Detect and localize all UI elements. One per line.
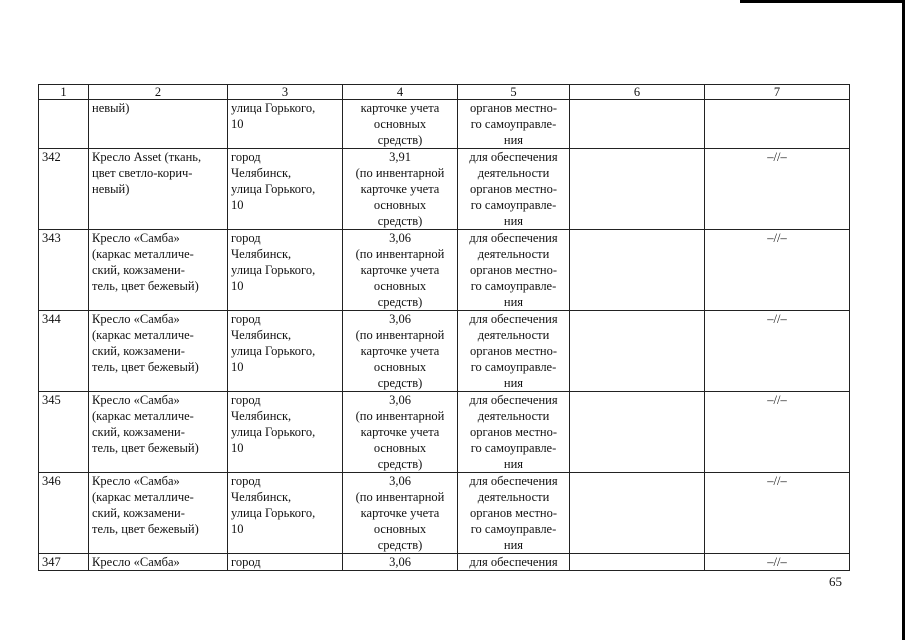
- row-number-cell: 344: [39, 311, 89, 392]
- col6-cell: [570, 311, 705, 392]
- item-name-cell: Кресло «Самба» (каркас металличе- ский, кожзамени- тель, цвет бежевый): [89, 392, 228, 473]
- col7-cell: –//–: [705, 311, 850, 392]
- purpose-cell: для обеспечения деятельности органов местно- го самоуправле- ния: [458, 392, 570, 473]
- table-row-continued: [39, 100, 850, 149]
- col7-cell: –//–: [705, 230, 850, 311]
- value-cell: 3,06 (по инвентарной карточке учета основных средств): [343, 230, 458, 311]
- inventory-table: [38, 84, 850, 571]
- col-header-4: 4: [343, 85, 458, 100]
- item-name-cell: Кресло «Самба»: [89, 554, 228, 571]
- table-row: [39, 392, 850, 473]
- location-cell: город Челябинск, улица Горького, 10: [228, 230, 343, 311]
- col7-cell: –//–: [705, 149, 850, 230]
- col7-cell: [705, 100, 850, 149]
- header-row: [39, 85, 850, 100]
- col6-cell: [570, 392, 705, 473]
- col7-cell: –//–: [705, 554, 850, 571]
- col-header-2: 2: [89, 85, 228, 100]
- row-number-cell: [39, 100, 89, 149]
- table-row: [39, 311, 850, 392]
- value-cell: 3,06: [343, 554, 458, 571]
- purpose-cell: для обеспечения деятельности органов местно- го самоуправле- ния: [458, 230, 570, 311]
- row-number-cell: 346: [39, 473, 89, 554]
- purpose-cell: для обеспечения деятельности органов местно- го самоуправле- ния: [458, 149, 570, 230]
- value-cell: 3,06 (по инвентарной карточке учета основных средств): [343, 392, 458, 473]
- col6-cell: [570, 230, 705, 311]
- purpose-cell: для обеспечения: [458, 554, 570, 571]
- purpose-cell: для обеспечения деятельности органов местно- го самоуправле- ния: [458, 311, 570, 392]
- row-number-cell: 345: [39, 392, 89, 473]
- value-cell: карточке учета основных средств): [343, 100, 458, 149]
- col-header-6: 6: [570, 85, 705, 100]
- location-cell: улица Горького, 10: [228, 100, 343, 149]
- item-name-cell: Кресло «Самба» (каркас металличе- ский, кожзамени- тель, цвет бежевый): [89, 230, 228, 311]
- col-header-5: 5: [458, 85, 570, 100]
- location-cell: город Челябинск, улица Горького, 10: [228, 149, 343, 230]
- location-cell: город Челябинск, улица Горького, 10: [228, 311, 343, 392]
- item-name-cell: Кресло «Самба» (каркас металличе- ский, кожзамени- тель, цвет бежевый): [89, 311, 228, 392]
- row-number-cell: 343: [39, 230, 89, 311]
- page-number: 65: [829, 574, 842, 589]
- col6-cell: [570, 554, 705, 571]
- item-name-cell: Кресло Asset (ткань, цвет светло-корич- невый): [89, 149, 228, 230]
- table-row: [39, 149, 850, 230]
- col7-cell: –//–: [705, 392, 850, 473]
- table-row: [39, 230, 850, 311]
- scan-edge-top: [740, 0, 905, 3]
- col6-cell: [570, 473, 705, 554]
- table-row: [39, 473, 850, 554]
- value-cell: 3,91 (по инвентарной карточке учета основных средств): [343, 149, 458, 230]
- row-number-cell: 342: [39, 149, 89, 230]
- col-header-1: 1: [39, 85, 89, 100]
- purpose-cell: органов местно- го самоуправле- ния: [458, 100, 570, 149]
- col7-cell: –//–: [705, 473, 850, 554]
- location-cell: город Челябинск, улица Горького, 10: [228, 473, 343, 554]
- col6-cell: [570, 149, 705, 230]
- value-cell: 3,06 (по инвентарной карточке учета основных средств): [343, 311, 458, 392]
- purpose-cell: для обеспечения деятельности органов местно- го самоуправле- ния: [458, 473, 570, 554]
- item-name-cell: Кресло «Самба» (каркас металличе- ский, кожзамени- тель, цвет бежевый): [89, 473, 228, 554]
- value-cell: 3,06 (по инвентарной карточке учета основных средств): [343, 473, 458, 554]
- item-name-cell: невый): [89, 100, 228, 149]
- col-header-7: 7: [705, 85, 850, 100]
- col6-cell: [570, 100, 705, 149]
- location-cell: город Челябинск, улица Горького, 10: [228, 392, 343, 473]
- col-header-3: 3: [228, 85, 343, 100]
- location-cell: город: [228, 554, 343, 571]
- table-row: [39, 554, 850, 571]
- row-number-cell: 347: [39, 554, 89, 571]
